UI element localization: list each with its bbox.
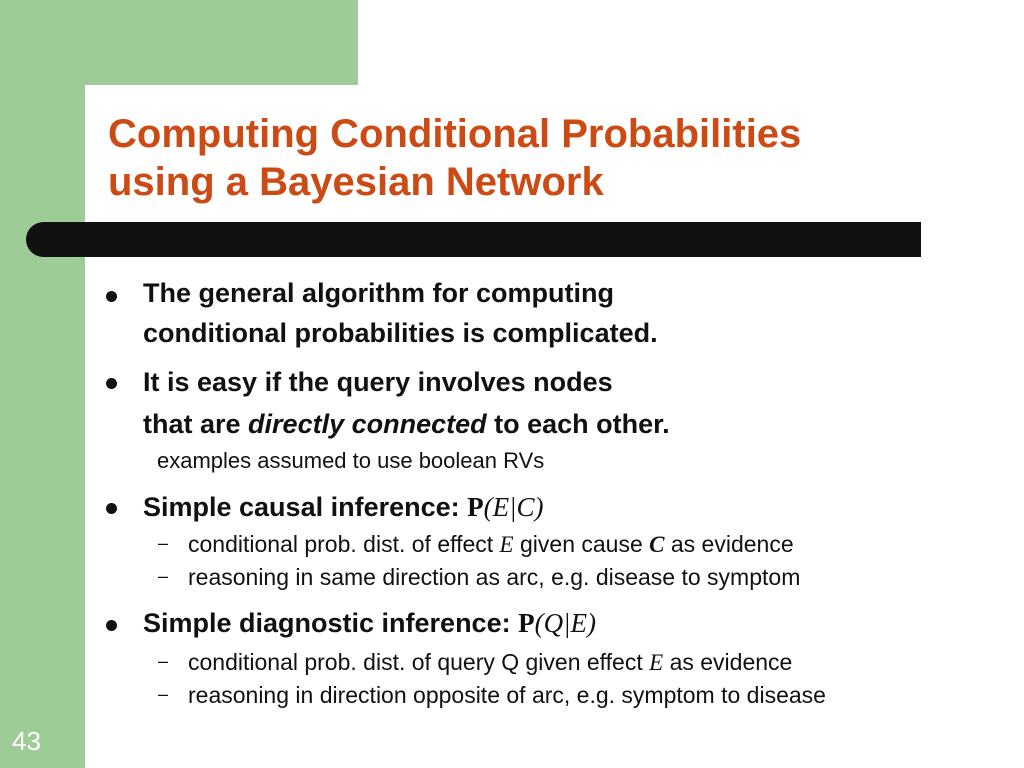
formula-args: (E|C) [483, 492, 544, 522]
bullet-dot [106, 291, 117, 302]
sub-text: conditional prob. dist. of effect [188, 531, 500, 557]
bullet-3-sub-1 [188, 529, 794, 560]
dash-marker: – [158, 684, 169, 704]
bullet-4-sub-1 [188, 647, 792, 678]
var-C: C [649, 532, 665, 557]
bullet-3-text: Simple causal inference: [143, 492, 468, 522]
bullet-dot [106, 503, 117, 514]
bullet-2-post: to each other. [486, 409, 670, 439]
bullet-dot [106, 620, 117, 631]
bullet-dot [106, 378, 117, 389]
sub-text: as evidence [663, 649, 793, 675]
top-accent [85, 0, 358, 85]
formula-P: P [467, 492, 484, 522]
bullet-1-line-2: conditional probabilities is complicated. [143, 318, 658, 348]
bullet-3-line [143, 487, 544, 527]
sidebar-accent [0, 0, 85, 768]
formula-args: (Q|E) [534, 608, 596, 638]
sub-text: given cause [513, 531, 650, 557]
bullet-4-sub-2: reasoning in direction opposite of arc, e.g. symptom to disease [188, 682, 826, 708]
title-line-2: using a Bayesian Network [108, 160, 604, 204]
var-E: E [649, 650, 664, 675]
slide-title [108, 110, 801, 206]
dash-marker: – [158, 651, 169, 671]
title-line-1: Computing Conditional Probabilities [108, 112, 802, 156]
bullet-2-line-2 [143, 404, 670, 444]
sub-text: as evidence [664, 531, 794, 557]
bullet-2-pre: that are [143, 409, 249, 439]
page-number: 43 [12, 726, 41, 756]
bullet-4-text: Simple diagnostic inference: [143, 608, 519, 638]
bullet-2-emphasis: directly connected [248, 409, 487, 439]
dash-marker: – [158, 533, 169, 553]
bullet-3-sub-2: reasoning in same direction as arc, e.g. disease to symptom [188, 564, 801, 590]
bullet-2-note: examples assumed to use boolean RVs [157, 448, 545, 473]
bullet-4-line [143, 603, 596, 643]
bullet-2-line-1: It is easy if the query involves nodes [143, 367, 613, 397]
title-divider-bar [26, 222, 921, 257]
formula-P: P [518, 608, 535, 638]
bullet-1-line-1: The general algorithm for computing [143, 278, 615, 308]
var-E: E [499, 532, 514, 557]
sub-text: conditional prob. dist. of query Q given effect [188, 649, 650, 675]
dash-marker: – [158, 566, 169, 586]
